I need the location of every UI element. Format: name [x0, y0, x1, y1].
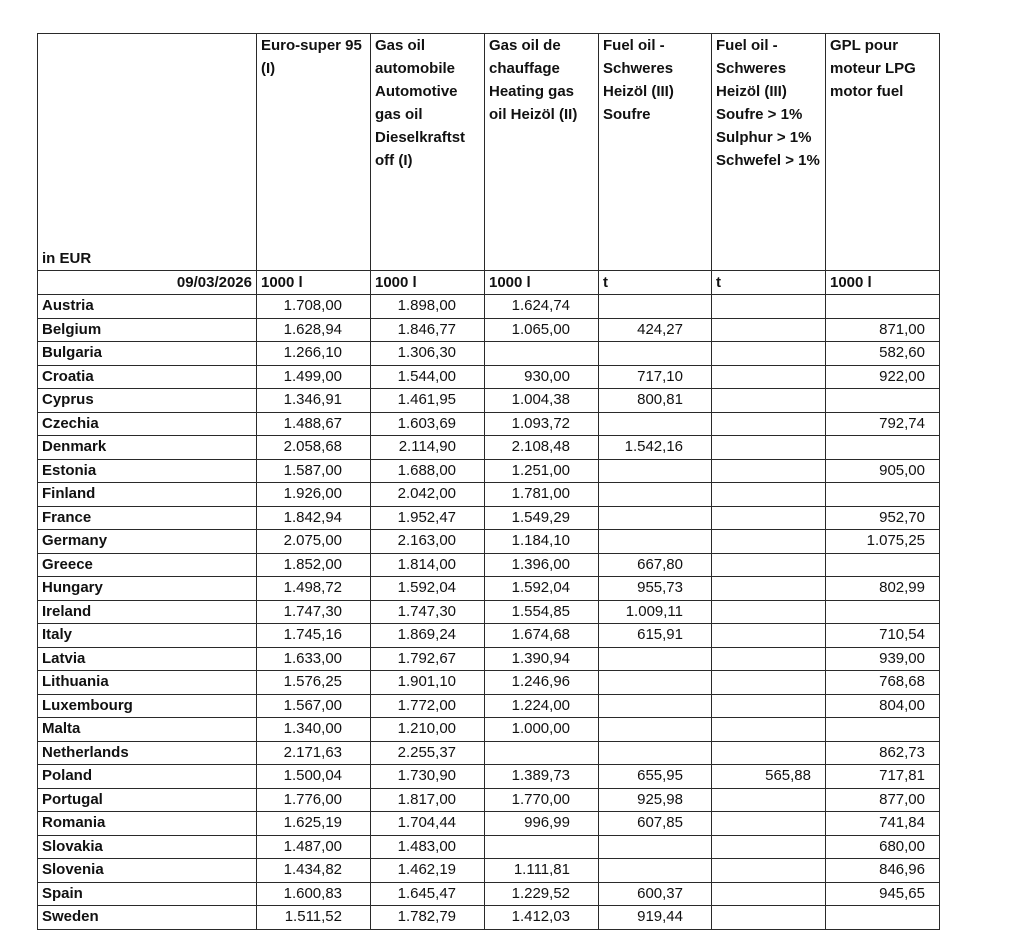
price-cell [599, 718, 712, 742]
price-cell: 1.792,67 [371, 647, 485, 671]
country-name: Malta [38, 718, 257, 742]
price-cell: 1.065,00 [485, 318, 599, 342]
price-cell: 1.498,72 [257, 577, 371, 601]
country-name: Slovenia [38, 859, 257, 883]
country-name: Austria [38, 295, 257, 319]
country-name: Czechia [38, 412, 257, 436]
table-row [38, 365, 940, 389]
table-body [38, 295, 940, 930]
price-cell [485, 342, 599, 366]
country-name: Cyprus [38, 389, 257, 413]
price-cell: 802,99 [826, 577, 940, 601]
column-header-lpg: GPL pour moteur LPG motor fuel [826, 34, 940, 271]
price-cell [712, 483, 826, 507]
price-cell: 1.952,47 [371, 506, 485, 530]
price-cell: 1.266,10 [257, 342, 371, 366]
price-cell: 2.058,68 [257, 436, 371, 460]
price-cell [826, 483, 940, 507]
price-cell: 939,00 [826, 647, 940, 671]
country-name: Netherlands [38, 741, 257, 765]
price-cell [599, 859, 712, 883]
table-row [38, 835, 940, 859]
price-cell: 1.852,00 [257, 553, 371, 577]
table-row [38, 459, 940, 483]
price-cell: 925,98 [599, 788, 712, 812]
table-row [38, 553, 940, 577]
table-row [38, 436, 940, 460]
table-row [38, 671, 940, 695]
price-cell: 1.600,83 [257, 882, 371, 906]
price-cell [712, 553, 826, 577]
price-cell: 1.487,00 [257, 835, 371, 859]
price-cell [485, 741, 599, 765]
table-row [38, 483, 940, 507]
table-row [38, 412, 940, 436]
price-cell: 792,74 [826, 412, 940, 436]
price-cell: 615,91 [599, 624, 712, 648]
price-cell: 1.009,11 [599, 600, 712, 624]
price-cell: 919,44 [599, 906, 712, 930]
country-name: Bulgaria [38, 342, 257, 366]
country-name: Greece [38, 553, 257, 577]
country-name: Portugal [38, 788, 257, 812]
price-cell: 871,00 [826, 318, 940, 342]
price-cell [712, 859, 826, 883]
unit-heating-gas-oil: 1000 l [485, 271, 599, 295]
price-cell: 1.846,77 [371, 318, 485, 342]
table-row [38, 624, 940, 648]
table-row [38, 506, 940, 530]
price-cell: 1.251,00 [485, 459, 599, 483]
price-cell: 1.587,00 [257, 459, 371, 483]
price-cell: 582,60 [826, 342, 940, 366]
column-header-fuel-oil-low-sulphur: Fuel oil - Schweres Heizöl (III) Soufre [599, 34, 712, 271]
price-cell: 1.224,00 [485, 694, 599, 718]
price-cell [599, 671, 712, 695]
price-cell: 741,84 [826, 812, 940, 836]
country-name: Latvia [38, 647, 257, 671]
country-name: Estonia [38, 459, 257, 483]
price-cell: 424,27 [599, 318, 712, 342]
price-cell: 1.842,94 [257, 506, 371, 530]
price-cell: 1.770,00 [485, 788, 599, 812]
table-row [38, 882, 940, 906]
price-cell [826, 906, 940, 930]
country-name: Croatia [38, 365, 257, 389]
table-row [38, 295, 940, 319]
country-name: Luxembourg [38, 694, 257, 718]
price-cell: 1.483,00 [371, 835, 485, 859]
price-cell: 1.554,85 [485, 600, 599, 624]
table-row [38, 530, 940, 554]
price-cell [712, 459, 826, 483]
table-row [38, 342, 940, 366]
price-cell: 952,70 [826, 506, 940, 530]
table-row [38, 859, 940, 883]
price-cell: 945,65 [826, 882, 940, 906]
price-cell: 2.255,37 [371, 741, 485, 765]
price-cell [712, 812, 826, 836]
price-cell: 717,81 [826, 765, 940, 789]
table-row [38, 906, 940, 930]
price-cell: 1.567,00 [257, 694, 371, 718]
price-cell [712, 718, 826, 742]
price-cell [712, 788, 826, 812]
price-cell: 1.704,44 [371, 812, 485, 836]
unit-euro-super-95: 1000 l [257, 271, 371, 295]
price-cell: 565,88 [712, 765, 826, 789]
price-cell: 1.772,00 [371, 694, 485, 718]
price-cell [712, 436, 826, 460]
table-row [38, 577, 940, 601]
price-cell [826, 295, 940, 319]
price-cell: 1.603,69 [371, 412, 485, 436]
price-cell: 1.688,00 [371, 459, 485, 483]
price-cell [712, 647, 826, 671]
price-cell: 1.511,52 [257, 906, 371, 930]
price-cell: 1.901,10 [371, 671, 485, 695]
price-cell: 1.624,74 [485, 295, 599, 319]
price-cell: 1.461,95 [371, 389, 485, 413]
price-cell [826, 553, 940, 577]
unit-row [38, 271, 940, 295]
country-name: Ireland [38, 600, 257, 624]
price-cell [599, 295, 712, 319]
fuel-prices-table [37, 33, 940, 930]
column-header-row [38, 34, 940, 271]
price-cell: 1.633,00 [257, 647, 371, 671]
price-cell: 2.075,00 [257, 530, 371, 554]
price-cell: 2.171,63 [257, 741, 371, 765]
price-cell: 2.163,00 [371, 530, 485, 554]
price-cell [599, 530, 712, 554]
price-cell: 1.544,00 [371, 365, 485, 389]
table-row [38, 741, 940, 765]
country-name: Germany [38, 530, 257, 554]
price-cell: 1.229,52 [485, 882, 599, 906]
price-cell [599, 647, 712, 671]
table-row [38, 647, 940, 671]
price-cell: 1.434,82 [257, 859, 371, 883]
price-cell: 955,73 [599, 577, 712, 601]
price-cell: 1.093,72 [485, 412, 599, 436]
price-cell: 1.782,79 [371, 906, 485, 930]
country-name: France [38, 506, 257, 530]
price-cell [826, 718, 940, 742]
price-cell: 1.500,04 [257, 765, 371, 789]
table-row [38, 600, 940, 624]
country-name: Finland [38, 483, 257, 507]
price-cell: 1.869,24 [371, 624, 485, 648]
price-cell: 1.708,00 [257, 295, 371, 319]
price-cell: 1.389,73 [485, 765, 599, 789]
price-cell: 1.390,94 [485, 647, 599, 671]
price-cell [712, 318, 826, 342]
price-cell: 1.814,00 [371, 553, 485, 577]
price-cell: 1.747,30 [371, 600, 485, 624]
country-name: Lithuania [38, 671, 257, 695]
price-date: 09/03/2026 [38, 271, 257, 295]
price-cell [826, 389, 940, 413]
price-cell: 862,73 [826, 741, 940, 765]
price-cell [712, 342, 826, 366]
price-cell: 1.592,04 [371, 577, 485, 601]
price-cell: 1.184,10 [485, 530, 599, 554]
price-cell: 2.108,48 [485, 436, 599, 460]
price-cell [599, 694, 712, 718]
price-cell: 1.926,00 [257, 483, 371, 507]
price-cell: 1.628,94 [257, 318, 371, 342]
price-cell [599, 741, 712, 765]
unit-automotive-gas-oil: 1000 l [371, 271, 485, 295]
price-cell: 1.674,68 [485, 624, 599, 648]
price-cell: 1.549,29 [485, 506, 599, 530]
price-cell: 1.745,16 [257, 624, 371, 648]
price-cell: 607,85 [599, 812, 712, 836]
price-cell: 1.817,00 [371, 788, 485, 812]
country-name: Spain [38, 882, 257, 906]
price-cell [712, 741, 826, 765]
price-cell: 1.004,38 [485, 389, 599, 413]
country-name: Italy [38, 624, 257, 648]
price-cell [712, 906, 826, 930]
price-cell: 1.000,00 [485, 718, 599, 742]
price-cell [712, 835, 826, 859]
country-name: Denmark [38, 436, 257, 460]
price-cell: 1.898,00 [371, 295, 485, 319]
price-cell [599, 342, 712, 366]
price-cell: 2.114,90 [371, 436, 485, 460]
price-cell [599, 483, 712, 507]
price-cell: 1.396,00 [485, 553, 599, 577]
price-cell: 1.776,00 [257, 788, 371, 812]
price-cell: 996,99 [485, 812, 599, 836]
price-cell [599, 835, 712, 859]
country-name: Sweden [38, 906, 257, 930]
price-cell [712, 600, 826, 624]
price-cell [826, 436, 940, 460]
currency-label: in EUR [38, 34, 257, 271]
country-name: Hungary [38, 577, 257, 601]
price-cell [599, 506, 712, 530]
price-cell: 710,54 [826, 624, 940, 648]
table-row [38, 718, 940, 742]
price-cell: 1.542,16 [599, 436, 712, 460]
table-row [38, 788, 940, 812]
price-cell: 1.576,25 [257, 671, 371, 695]
price-cell: 1.246,96 [485, 671, 599, 695]
price-cell: 1.730,90 [371, 765, 485, 789]
price-cell: 1.210,00 [371, 718, 485, 742]
unit-fuel-oil-low-sulphur: t [599, 271, 712, 295]
country-name: Slovakia [38, 835, 257, 859]
price-cell [599, 459, 712, 483]
price-cell [712, 530, 826, 554]
price-cell [712, 295, 826, 319]
table-row [38, 318, 940, 342]
price-cell: 1.747,30 [257, 600, 371, 624]
price-cell [712, 365, 826, 389]
price-cell [712, 694, 826, 718]
column-header-euro-super-95: Euro-super 95 (I) [257, 34, 371, 271]
price-cell: 2.042,00 [371, 483, 485, 507]
price-cell: 1.412,03 [485, 906, 599, 930]
price-cell: 667,80 [599, 553, 712, 577]
price-cell: 768,68 [826, 671, 940, 695]
table-row [38, 812, 940, 836]
price-cell: 1.781,00 [485, 483, 599, 507]
column-header-heating-gas-oil: Gas oil de chauffage Heating gas oil Heizöl (II) [485, 34, 599, 271]
country-name: Poland [38, 765, 257, 789]
table-row [38, 389, 940, 413]
price-cell: 1.592,04 [485, 577, 599, 601]
price-cell: 930,00 [485, 365, 599, 389]
column-header-automotive-gas-oil: Gas oil automobile Automotive gas oil Dieselkraftst off (I) [371, 34, 485, 271]
price-cell: 1.346,91 [257, 389, 371, 413]
price-cell: 600,37 [599, 882, 712, 906]
price-cell: 804,00 [826, 694, 940, 718]
price-cell: 905,00 [826, 459, 940, 483]
price-cell: 680,00 [826, 835, 940, 859]
price-cell [712, 577, 826, 601]
price-cell [712, 624, 826, 648]
price-cell: 717,10 [599, 365, 712, 389]
country-name: Belgium [38, 318, 257, 342]
country-name: Romania [38, 812, 257, 836]
column-header-fuel-oil-high-sulphur: Fuel oil -Schweres Heizöl (III) Soufre > 1% Sulphur > 1% Schwefel > 1% [712, 34, 826, 271]
price-cell [712, 412, 826, 436]
price-cell: 655,95 [599, 765, 712, 789]
table-row [38, 694, 940, 718]
price-cell: 1.499,00 [257, 365, 371, 389]
unit-lpg: 1000 l [826, 271, 940, 295]
price-cell: 1.645,47 [371, 882, 485, 906]
price-cell: 1.625,19 [257, 812, 371, 836]
price-cell [712, 506, 826, 530]
price-cell: 1.075,25 [826, 530, 940, 554]
price-cell [485, 835, 599, 859]
price-cell: 800,81 [599, 389, 712, 413]
price-cell [712, 671, 826, 695]
price-cell: 1.306,30 [371, 342, 485, 366]
unit-fuel-oil-high-sulphur: t [712, 271, 826, 295]
price-cell: 1.340,00 [257, 718, 371, 742]
price-cell [599, 412, 712, 436]
price-cell: 877,00 [826, 788, 940, 812]
price-cell: 922,00 [826, 365, 940, 389]
price-cell: 1.462,19 [371, 859, 485, 883]
price-cell [826, 600, 940, 624]
price-cell [712, 389, 826, 413]
price-cell [712, 882, 826, 906]
price-cell: 1.111,81 [485, 859, 599, 883]
price-cell: 846,96 [826, 859, 940, 883]
price-cell: 1.488,67 [257, 412, 371, 436]
table-row [38, 765, 940, 789]
